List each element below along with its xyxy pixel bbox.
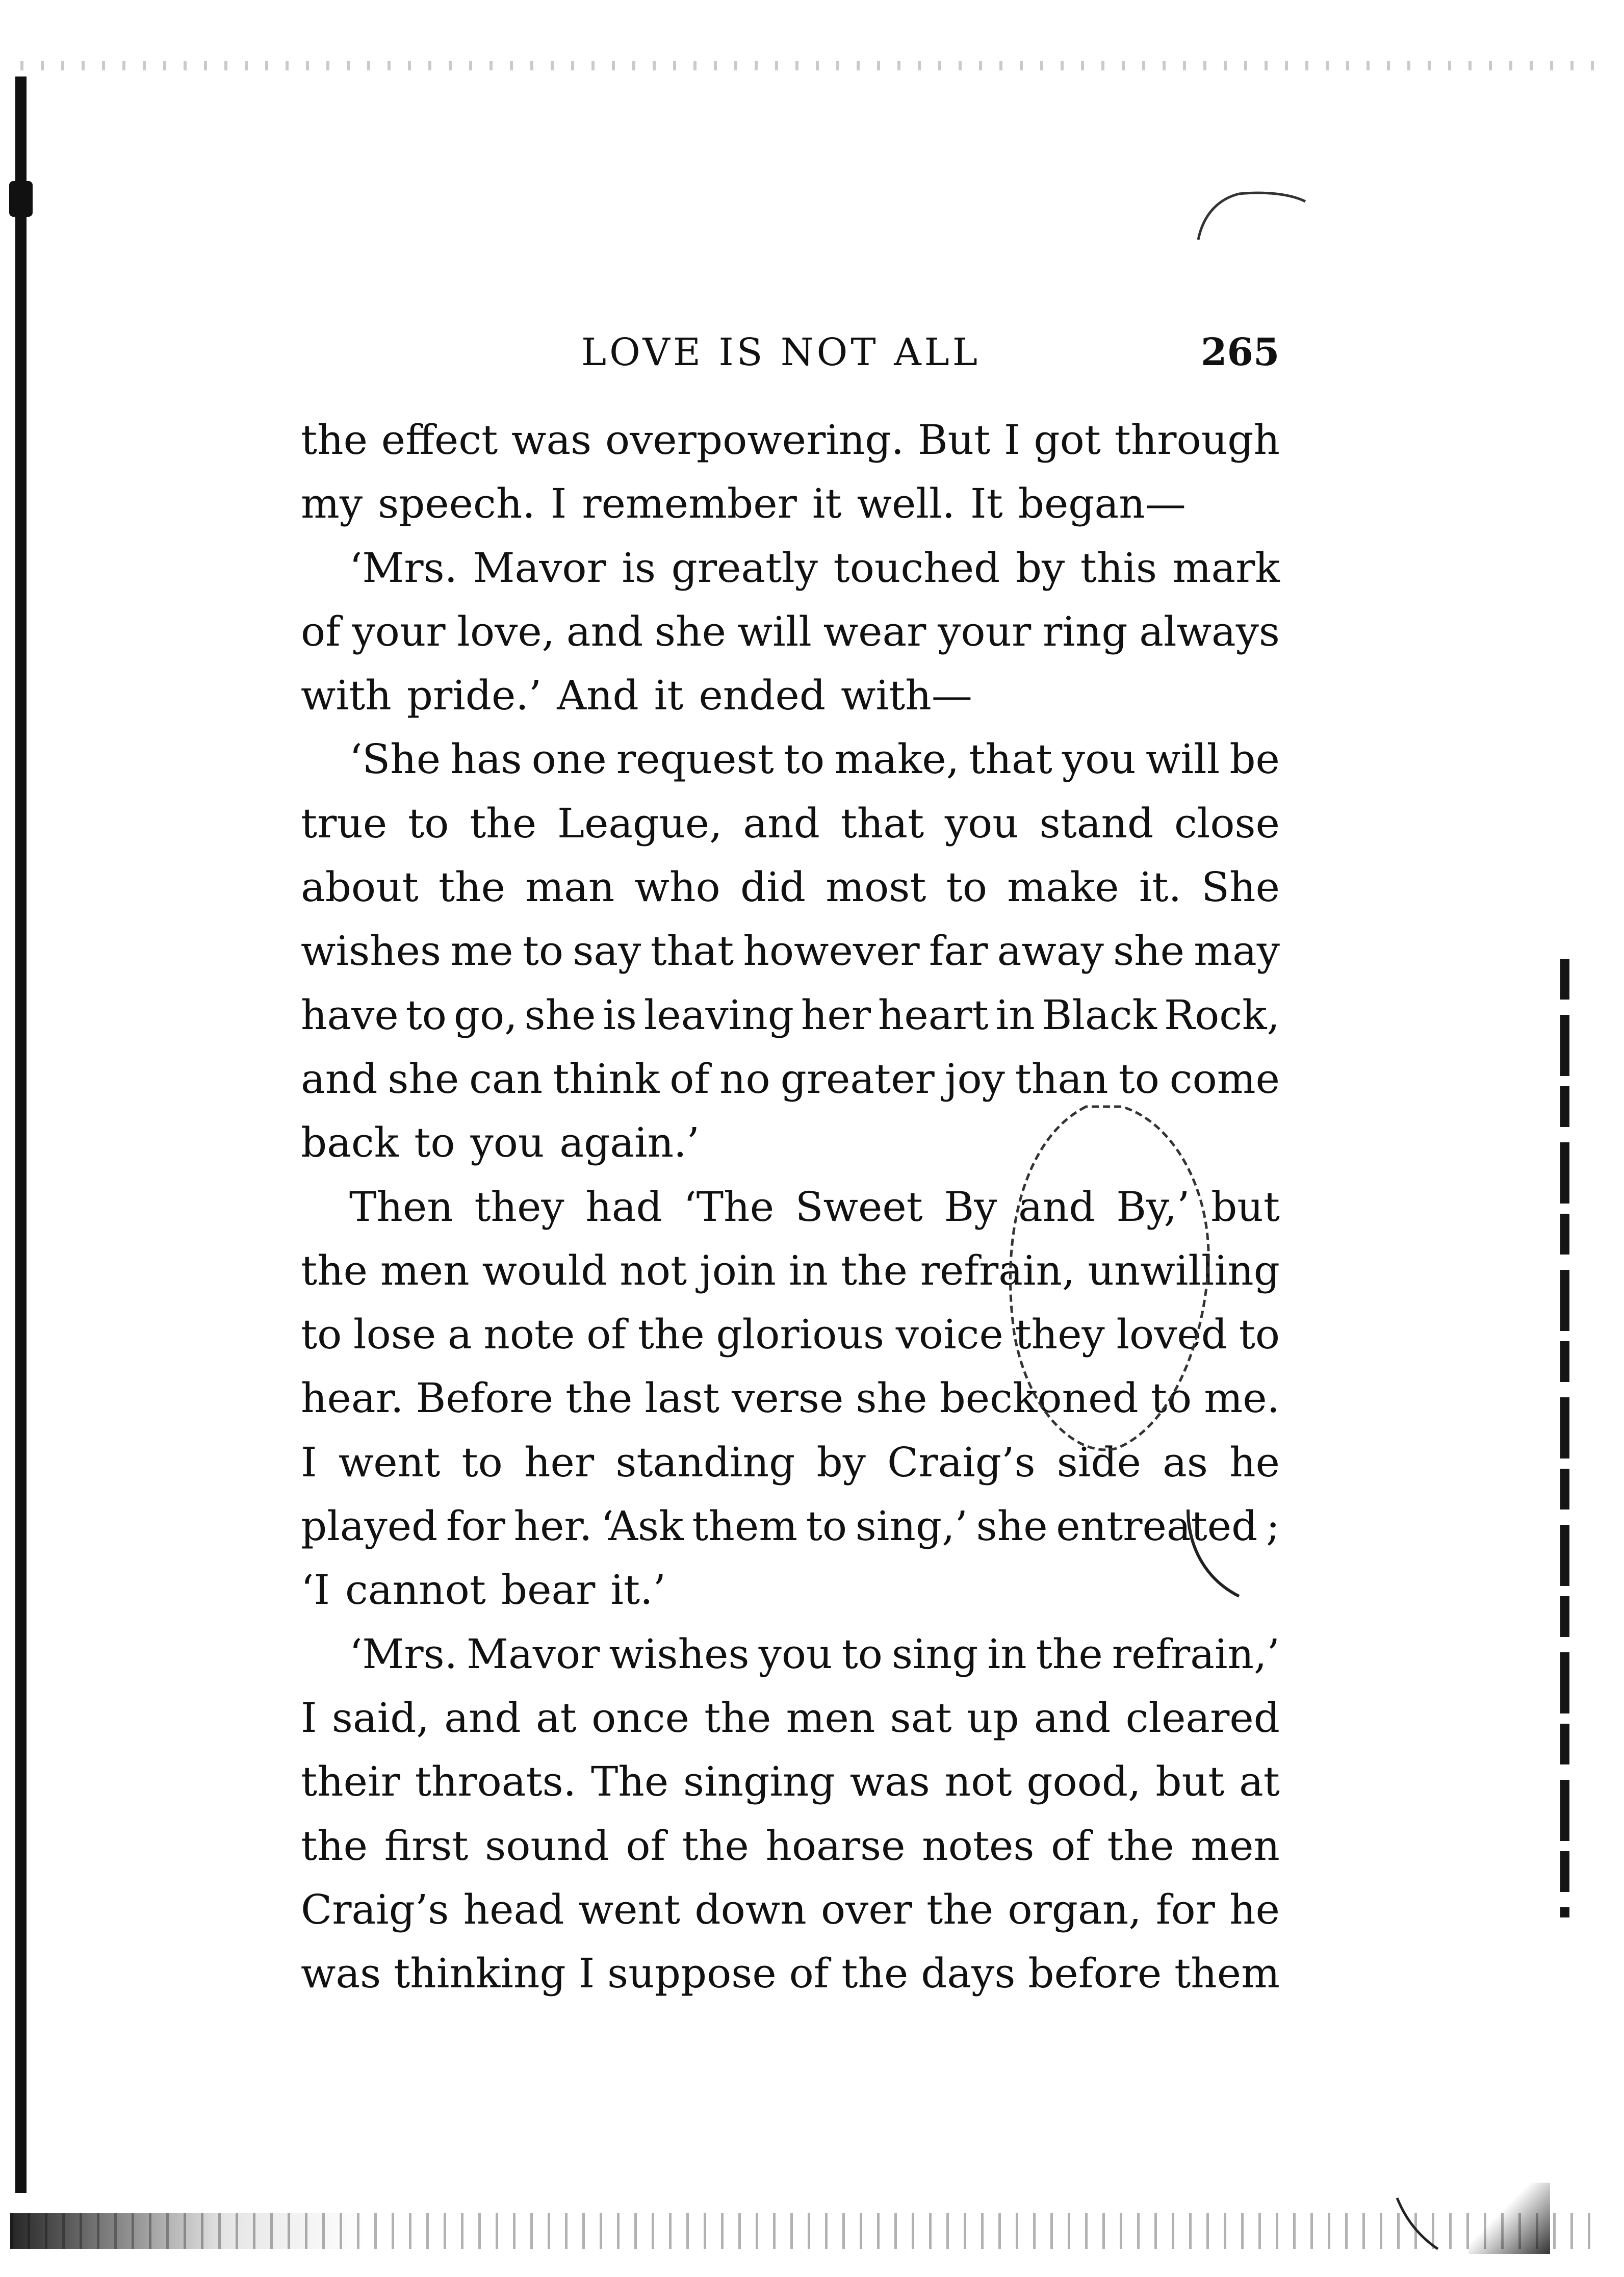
word: throats. (415, 1758, 577, 1806)
word: far (929, 927, 988, 975)
word: has (450, 735, 522, 783)
word: she (655, 607, 726, 655)
word: sing,’ (855, 1502, 968, 1550)
word: sat (890, 1694, 952, 1742)
binding-mark (9, 181, 33, 217)
word: unwilling (1088, 1246, 1280, 1294)
word: ‘The (683, 1183, 775, 1231)
word: pride.’ (406, 672, 542, 720)
word: sound (485, 1822, 609, 1870)
word: to (1118, 1055, 1159, 1103)
word: heart (878, 991, 989, 1039)
scan-edge-top (20, 61, 1601, 70)
word: and (743, 799, 820, 847)
word: always (1139, 607, 1280, 655)
word: side (1056, 1438, 1141, 1486)
word: greater (780, 1055, 935, 1103)
word: standing (615, 1438, 795, 1486)
word: have (301, 991, 399, 1039)
word: man (525, 863, 615, 911)
word: that (650, 927, 734, 975)
text-line (301, 1430, 1280, 1494)
word: I (301, 1694, 317, 1742)
word: of (1051, 1822, 1091, 1870)
word: to (414, 1119, 455, 1167)
word: was (301, 1950, 381, 1998)
word: to (806, 1502, 847, 1550)
word: me. (1204, 1374, 1280, 1422)
word: one (531, 735, 607, 783)
word: they (474, 1183, 564, 1231)
word: ‘Mrs. (349, 1630, 458, 1678)
word: not (620, 1246, 687, 1294)
word: notes (922, 1822, 1035, 1870)
word: your (938, 607, 1032, 655)
word: request (616, 735, 774, 783)
word: wishes (301, 927, 442, 975)
word: he (1229, 1438, 1280, 1486)
word: my (301, 480, 363, 528)
word: verse (732, 1374, 844, 1422)
word: them (692, 1502, 798, 1550)
word: is (622, 544, 656, 592)
text-line (301, 919, 1280, 983)
word: singing (683, 1758, 835, 1806)
word: once (591, 1694, 689, 1742)
word: make, (834, 735, 960, 783)
body-text (301, 408, 1280, 2005)
word: love, (457, 607, 555, 655)
word: with (301, 672, 392, 720)
word: close (1174, 799, 1280, 847)
word: in (995, 991, 1035, 1039)
word: to (841, 1630, 883, 1678)
word: to (783, 735, 825, 783)
word: stand (1039, 799, 1154, 847)
word: hoarse (765, 1822, 906, 1870)
word: that (840, 799, 924, 847)
word: refrain, (920, 1246, 1075, 1294)
text-line (301, 1239, 1280, 1302)
binding-edge (15, 76, 27, 2193)
word: you (1062, 735, 1136, 783)
word: through (1114, 416, 1280, 464)
word: I (1004, 416, 1020, 464)
word: again.’ (559, 1119, 700, 1167)
word: ‘Mrs. (349, 544, 458, 592)
word: well. (857, 480, 955, 528)
word: up (966, 1694, 1019, 1742)
word: than (1015, 1055, 1109, 1103)
word: remember (582, 480, 797, 528)
scan-corner-shadow (1468, 2183, 1550, 2254)
word: I (578, 1950, 595, 1998)
word: can (469, 1055, 543, 1103)
word: joy (944, 1055, 1005, 1103)
word: got (1034, 416, 1101, 464)
text-line (301, 408, 1280, 472)
word: went (578, 1885, 681, 1933)
word: and (301, 1055, 378, 1103)
text-line (301, 1047, 1280, 1111)
word: speech. (378, 480, 535, 528)
word: of (301, 607, 341, 655)
word: she (524, 991, 596, 1039)
word: it (812, 480, 842, 528)
text-line (301, 983, 1280, 1047)
word: but (1211, 1183, 1280, 1231)
word: suppose (607, 1950, 777, 1998)
word: the (926, 1885, 994, 1933)
word: And (557, 672, 639, 720)
text-line (301, 855, 1280, 919)
word: ; (1266, 1502, 1280, 1550)
word: to (461, 1438, 503, 1486)
word: ‘She (349, 735, 441, 783)
word: it.’ (610, 1566, 666, 1614)
word: who (634, 863, 720, 911)
word: the (301, 416, 368, 464)
word: she (976, 1502, 1048, 1550)
word: a (447, 1311, 472, 1359)
word: however (743, 927, 920, 975)
word: note (483, 1311, 575, 1359)
word: to (405, 991, 447, 1039)
word: voice (895, 1311, 1003, 1359)
word: Before (416, 1374, 554, 1422)
word: of (789, 1950, 829, 1998)
word: She (1201, 863, 1280, 911)
word: cannot (345, 1566, 486, 1614)
word: will (1145, 735, 1220, 783)
word: loved (1116, 1311, 1227, 1359)
word: last (645, 1374, 719, 1422)
word: men (1191, 1822, 1280, 1870)
word: down (694, 1885, 807, 1933)
text-line (301, 1622, 1280, 1686)
word: over (820, 1885, 912, 1933)
word: they (1015, 1311, 1105, 1359)
word: ‘Ask (601, 1502, 684, 1550)
word: Mavor (467, 1630, 600, 1678)
word: Sweet (795, 1183, 923, 1231)
word: that (969, 735, 1052, 783)
word: of (586, 1311, 627, 1359)
word: she (388, 1055, 459, 1103)
word: Craig’s (301, 1885, 449, 1933)
word: men (380, 1246, 470, 1294)
word: refrain,’ (1112, 1630, 1280, 1678)
word: men (786, 1694, 875, 1742)
word: the (637, 1311, 705, 1359)
word: of (626, 1822, 666, 1870)
text-line (301, 727, 1280, 791)
word: her (524, 1438, 595, 1486)
word: hear. (301, 1374, 404, 1422)
word: ‘I (301, 1566, 330, 1614)
word: at (1239, 1758, 1280, 1806)
perforated-edge (1560, 959, 1569, 1917)
word: I (301, 1438, 317, 1486)
word: the (682, 1822, 749, 1870)
text-line (301, 1686, 1280, 1750)
word: say (573, 927, 641, 975)
word: was (511, 416, 592, 464)
word: By,’ (1116, 1183, 1190, 1231)
word: and (566, 607, 643, 655)
word: glorious (716, 1311, 884, 1359)
word: the (301, 1246, 368, 1294)
word: you (944, 799, 1019, 847)
page-number: 265 (1201, 330, 1280, 374)
word: at (535, 1694, 577, 1742)
word: and (1018, 1183, 1095, 1231)
word: be (1229, 735, 1280, 783)
running-head: LOVE IS NOT ALL (581, 330, 981, 374)
word: said, (331, 1694, 429, 1742)
text-line (301, 1494, 1280, 1558)
word: wishes (609, 1630, 750, 1678)
text-line (301, 1814, 1280, 1878)
word: it (654, 672, 684, 720)
word: join (700, 1246, 777, 1294)
word: did (740, 863, 806, 911)
text-line (301, 600, 1280, 663)
word: about (301, 863, 419, 911)
word: the (1107, 1822, 1174, 1870)
word: them (1174, 1950, 1280, 1998)
word: but (1155, 1758, 1225, 1806)
word: in (788, 1246, 829, 1294)
word: sing (892, 1630, 978, 1678)
word: as (1163, 1438, 1208, 1486)
word: ended (699, 672, 826, 720)
word: to (301, 1311, 342, 1359)
word: may (1194, 927, 1280, 975)
word: her. (513, 1502, 592, 1550)
word: overpowering. (605, 416, 905, 464)
word: to (946, 863, 987, 911)
word: the (438, 863, 505, 911)
word: true (301, 799, 388, 847)
word: is (603, 991, 637, 1039)
word: it. (1139, 863, 1181, 911)
word: cleared (1125, 1694, 1280, 1742)
word: the (470, 799, 537, 847)
word: bear (501, 1566, 596, 1614)
word: to (1239, 1311, 1280, 1359)
word: beckoned (939, 1374, 1139, 1422)
word: most (826, 863, 926, 911)
word: he (1229, 1885, 1280, 1933)
pencil-mark-top (1198, 193, 1305, 240)
word: to (522, 927, 564, 975)
word: not (944, 1758, 1012, 1806)
word: the (841, 1950, 909, 1998)
word: this (1080, 544, 1157, 592)
word: Rock, (1164, 991, 1280, 1039)
word: her (801, 991, 871, 1039)
text-line (301, 1558, 1280, 1622)
word: mark (1172, 544, 1280, 592)
word: The (590, 1758, 669, 1806)
word: she (1113, 927, 1184, 975)
word: Then (349, 1183, 453, 1231)
text-line (301, 1878, 1280, 1941)
word: no (719, 1055, 770, 1103)
word: their (301, 1758, 400, 1806)
word: will (737, 607, 812, 655)
word: Craig’s (887, 1438, 1036, 1486)
word: greatly (671, 544, 818, 592)
word: I (550, 480, 567, 528)
word: thinking (394, 1950, 566, 1998)
word: for (1155, 1885, 1215, 1933)
word: by (1015, 544, 1065, 592)
word: away (997, 927, 1104, 975)
word: come (1169, 1055, 1280, 1103)
word: to (408, 799, 449, 847)
word: your (352, 607, 446, 655)
word: played (301, 1502, 438, 1550)
word: wear (823, 607, 926, 655)
word: good, (1026, 1758, 1141, 1806)
text-line (301, 1175, 1280, 1239)
word: the (840, 1246, 908, 1294)
word: head (463, 1885, 564, 1933)
word: had (585, 1183, 662, 1231)
word: you (470, 1119, 545, 1167)
word: she (856, 1374, 927, 1422)
word: leaving (643, 991, 794, 1039)
word: in (987, 1630, 1027, 1678)
word: by (816, 1438, 866, 1486)
word: days (921, 1950, 1016, 1998)
text-line (301, 1302, 1280, 1366)
word: touched (833, 544, 1000, 592)
word: went (338, 1438, 441, 1486)
word: began— (1018, 480, 1186, 528)
scan-edge-bottom (10, 2213, 1601, 2249)
text-line (301, 1750, 1280, 1813)
word: think (553, 1055, 660, 1103)
word: before (1028, 1950, 1162, 1998)
text-line (301, 663, 1280, 727)
word: Black (1042, 991, 1157, 1039)
word: ring (1042, 607, 1128, 655)
text-line (301, 1941, 1280, 2005)
word: would (482, 1246, 607, 1294)
word: the (301, 1822, 368, 1870)
word: to (1150, 1374, 1192, 1422)
word: of (669, 1055, 710, 1103)
word: But (917, 416, 991, 464)
word: was (849, 1758, 930, 1806)
word: League, (557, 799, 723, 847)
word: make (1007, 863, 1119, 911)
word: me (450, 927, 513, 975)
word: effect (381, 416, 498, 464)
word: the (704, 1694, 771, 1742)
word: for (446, 1502, 505, 1550)
word: first (384, 1822, 469, 1870)
word: back (301, 1119, 399, 1167)
word: organ, (1008, 1885, 1142, 1933)
word: By (944, 1183, 997, 1231)
word: the (565, 1374, 633, 1422)
word: with— (841, 672, 972, 720)
word: the (1036, 1630, 1103, 1678)
text-line (301, 1366, 1280, 1430)
text-line (301, 472, 1280, 535)
word: Mavor (473, 544, 606, 592)
word: It (970, 480, 1003, 528)
word: lose (353, 1311, 436, 1359)
text-line (301, 791, 1280, 855)
text-line (301, 536, 1280, 600)
word: and (444, 1694, 521, 1742)
text-line (301, 1111, 1280, 1174)
word: and (1034, 1694, 1111, 1742)
word: go, (453, 991, 518, 1039)
word: you (758, 1630, 833, 1678)
word: entreated (1056, 1502, 1258, 1550)
